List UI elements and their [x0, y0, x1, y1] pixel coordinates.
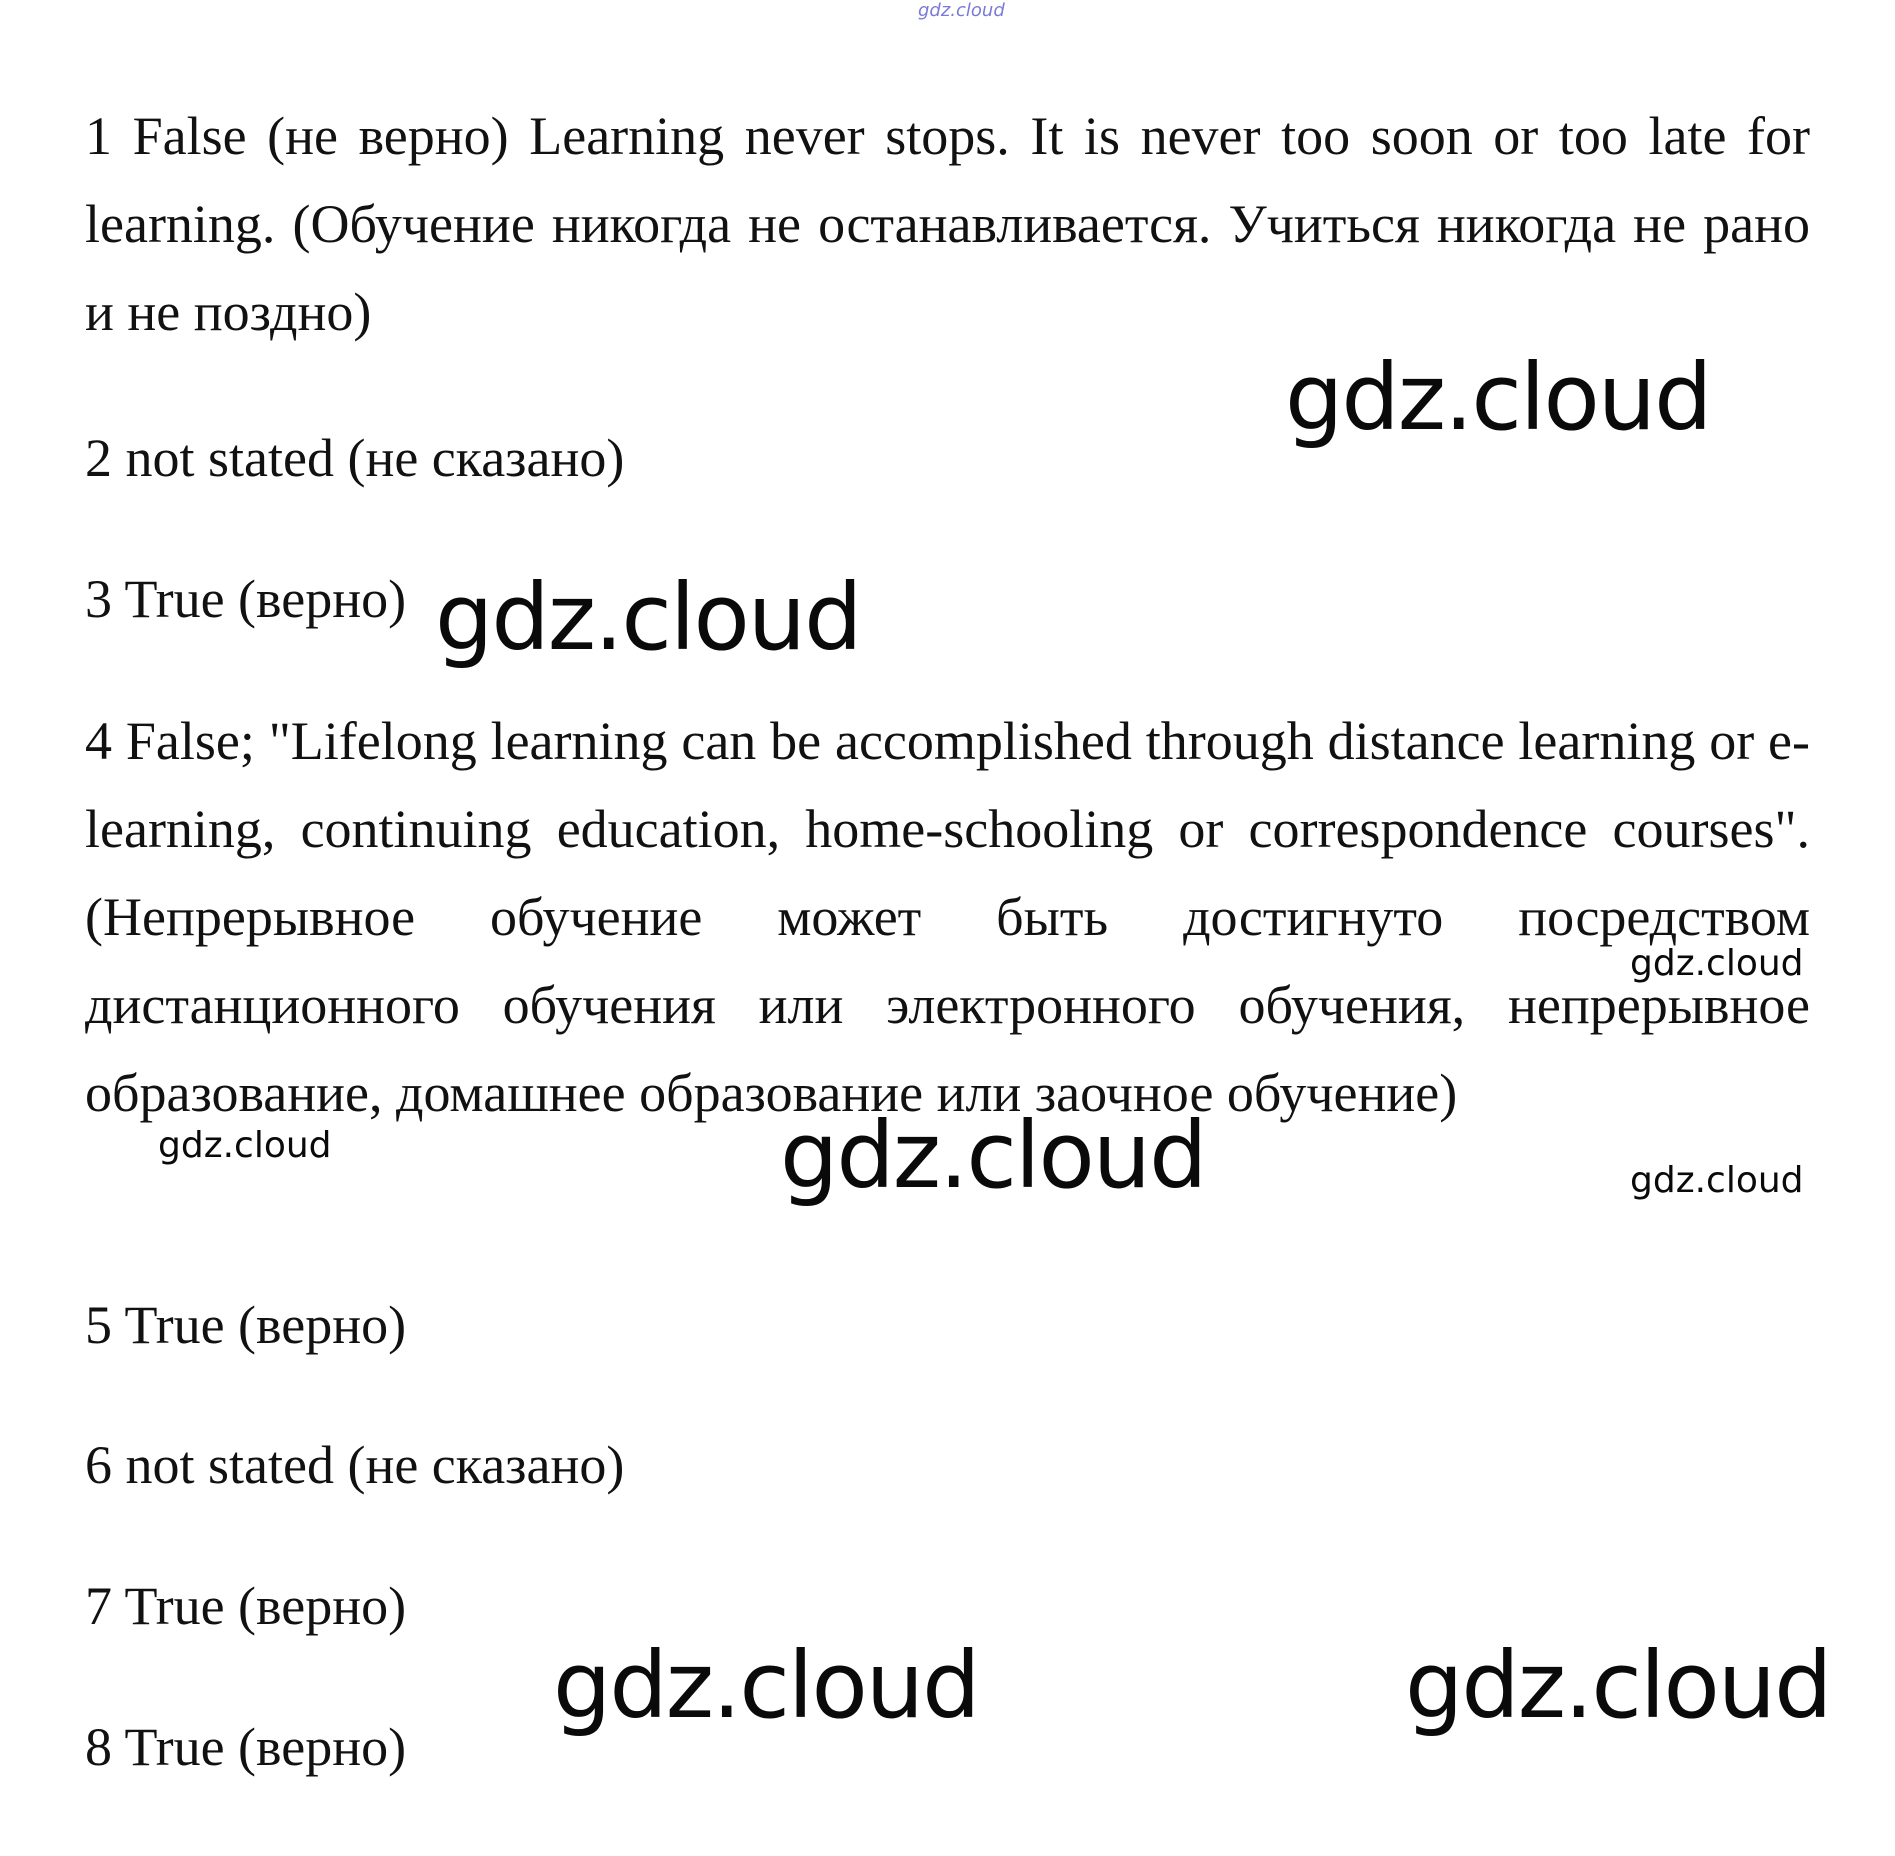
watermark-top: gdz.cloud [918, 0, 1005, 21]
answer-5: 5 True (верно) [85, 1295, 407, 1355]
watermark-large-4: gdz.cloud [553, 1632, 979, 1739]
answer-4: 4 False; "Lifelong learning can be accomplished through distance learning or e-learning, continuing education, home-schooling or correspondence courses". (Непрерывное обучение может быть достигнуто посредством дистанционного обучения или электронного обучения, непрерывное образование, домашнее образование или заочное обучение) [85, 711, 1810, 1123]
answer-6: 6 not stated (не сказано) [85, 1435, 625, 1495]
watermark-small-3: gdz.cloud [1630, 1160, 1804, 1201]
watermark-small-2: gdz.cloud [158, 1125, 332, 1166]
watermark-large-2: gdz.cloud [435, 564, 861, 671]
answer-7: 7 True (верно) [85, 1576, 407, 1636]
watermark-small-1: gdz.cloud [1630, 943, 1804, 984]
answer-2: 2 not stated (не сказано) [85, 428, 625, 488]
answer-3: 3 True (верно) [85, 569, 407, 629]
watermark-large-1: gdz.cloud [1285, 344, 1711, 451]
watermark-large-3: gdz.cloud [780, 1102, 1206, 1209]
answer-8: 8 True (верно) [85, 1717, 407, 1777]
watermark-large-5: gdz.cloud [1405, 1632, 1831, 1739]
answer-1: 1 False (не верно) Learning never stops. It is never too soon or too late for learning. (Обучение никогда не останавливается. Учиться никогда не рано и не поздно) [85, 106, 1810, 342]
